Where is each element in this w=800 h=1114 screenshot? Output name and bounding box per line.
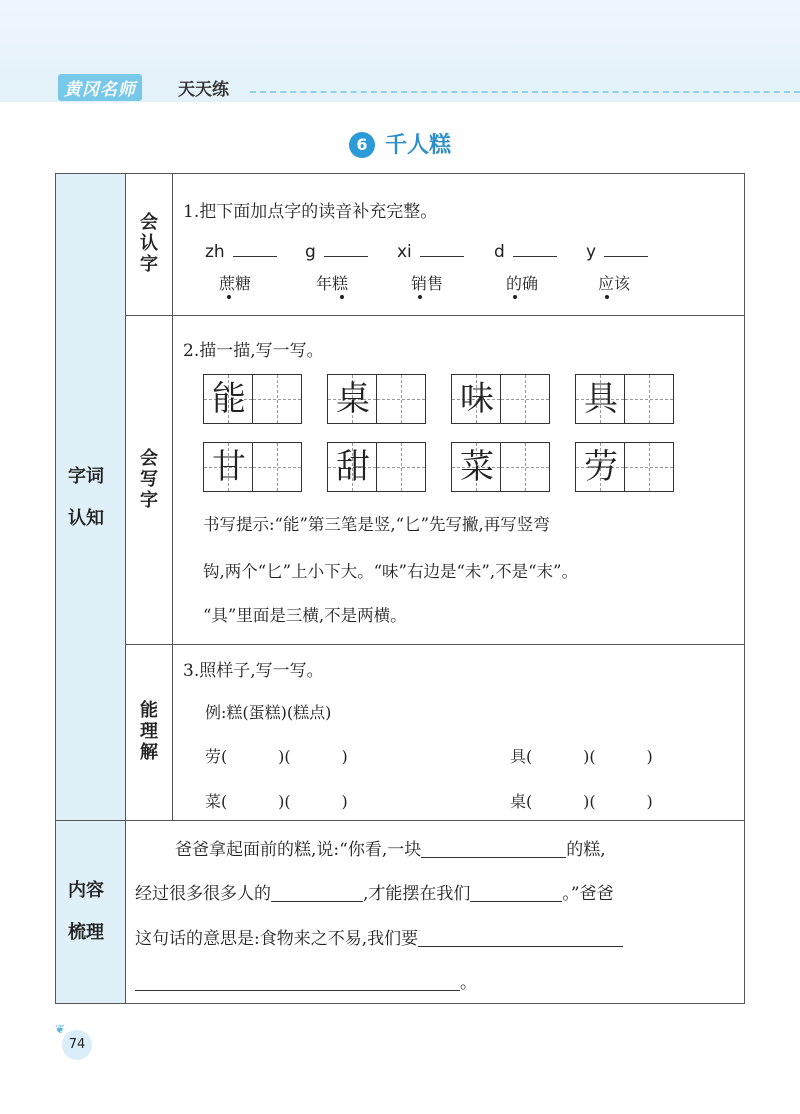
dotted-word: 的确 <box>506 274 539 293</box>
series-title: 天天练 <box>178 80 229 100</box>
category-label-line1: 字词 <box>68 466 104 487</box>
write-label: 会 写 字 <box>140 448 158 511</box>
emphasis-dot <box>418 295 422 299</box>
summary-line-2: 经过很多很多人的 ,才能摆在我们 。”爸爸 <box>135 884 614 904</box>
word-fill-item[interactable]: 劳( )( ) <box>205 747 348 766</box>
writing-grid[interactable]: 甘 <box>203 442 302 492</box>
lesson-title <box>0 128 800 159</box>
dotted-word: 年糕 <box>316 274 349 293</box>
lesson-number: 6 <box>349 132 375 158</box>
writing-grid[interactable]: 菜 <box>451 442 550 492</box>
pinyin-blank[interactable]: y <box>586 242 648 262</box>
question-3: 3.照样子,写一写。 <box>183 661 324 681</box>
writing-grid[interactable]: 劳 <box>575 442 674 492</box>
answer-blank[interactable] <box>421 840 566 858</box>
emphasis-dot <box>227 295 231 299</box>
writing-grid[interactable]: 味 <box>451 374 550 424</box>
question-2: 2.描一描,写一写。 <box>183 341 324 361</box>
emphasis-dot <box>605 295 609 299</box>
pinyin-blank[interactable]: d <box>494 242 557 262</box>
understand-label: 能 理 解 <box>140 700 158 763</box>
writing-hint-line: 书写提示:“能”第三笔是竖,“匕”先写撇,再写竖弯 <box>203 515 550 534</box>
answer-blank[interactable] <box>470 884 562 902</box>
word-fill-item[interactable]: 菜( )( ) <box>205 792 348 811</box>
word-fill-item[interactable]: 具( )( ) <box>510 747 653 766</box>
category-label-content-2: 梳理 <box>68 922 104 943</box>
recognize-label: 会 认 字 <box>140 212 158 275</box>
example-text: 例:糕(蛋糕)(糕点) <box>205 703 332 722</box>
category-cell-vocab <box>55 173 126 821</box>
lesson-name: 千人糕 <box>384 133 451 158</box>
summary-line-1: 爸爸拿起面前的糕,说:“你看,一块 的糕, <box>175 840 606 860</box>
writing-grid[interactable]: 能 <box>203 374 302 424</box>
emphasis-dot <box>340 295 344 299</box>
emphasis-dot <box>513 295 517 299</box>
summary-line-4: 。 <box>135 968 477 993</box>
question-1: 1.把下面加点字的读音补充完整。 <box>183 202 438 222</box>
answer-blank[interactable] <box>135 973 460 991</box>
leaf-icon: ❦ <box>55 1022 66 1036</box>
writing-hint-line: 钩,两个“匕”上小下大。“味”右边是“未”,不是“末”。 <box>203 562 578 581</box>
writing-hint-line: “具”里面是三横,不是两横。 <box>203 606 407 625</box>
summary-line-3: 这句话的意思是:食物来之不易,我们要 <box>135 924 623 949</box>
pinyin-blank[interactable]: zh <box>205 242 277 262</box>
category-label-content-1: 内容 <box>68 880 104 901</box>
page-number: 74 <box>62 1030 92 1060</box>
pinyin-blank[interactable]: g <box>305 242 368 262</box>
category-cell-content <box>55 820 126 1004</box>
category-label-line2: 认知 <box>68 508 104 529</box>
writing-grid[interactable]: 具 <box>575 374 674 424</box>
brand-logo: 黄冈名师 <box>58 74 142 101</box>
answer-blank[interactable] <box>418 929 623 947</box>
header-divider <box>250 91 800 93</box>
dotted-word: 蔗糖 <box>219 274 252 293</box>
dotted-word: 销售 <box>411 274 444 293</box>
writing-grid[interactable]: 桌 <box>327 374 426 424</box>
answer-blank[interactable] <box>271 884 363 902</box>
pinyin-blank[interactable]: xi <box>397 242 464 262</box>
dotted-word: 应该 <box>598 274 631 293</box>
word-fill-item[interactable]: 桌( )( ) <box>510 792 653 811</box>
writing-grid[interactable]: 甜 <box>327 442 426 492</box>
